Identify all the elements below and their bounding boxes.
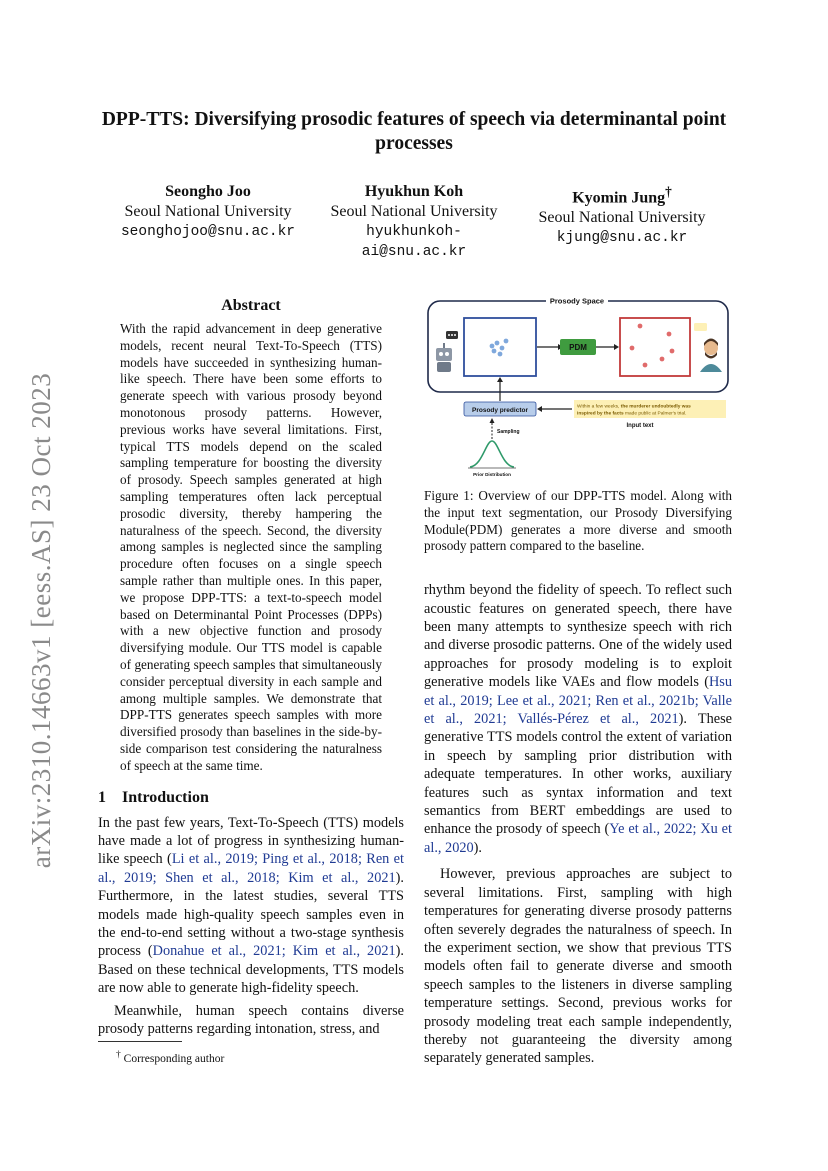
text-run: ). Based on these technical developments, TTS models are now able to generate high-fidelity speech. bbox=[98, 943, 404, 997]
author-block bbox=[96, 182, 732, 260]
right-column bbox=[424, 296, 732, 1068]
input-text-label: Input text bbox=[626, 423, 654, 429]
author-name: Hyukhun Koh bbox=[364, 183, 464, 200]
author-name: Seongho Joo bbox=[165, 183, 251, 200]
dpp-samples bbox=[630, 324, 675, 368]
citation-link[interactable]: Li et al., 2019; Ping et al., 2018; Ren et al., 2019; Shen et al., 2018; Kim et al., 2021 bbox=[98, 851, 404, 886]
arxiv-stamp bbox=[22, 360, 62, 880]
figure-1 bbox=[424, 296, 732, 484]
text-run: ). These generative TTS models control the extent of variation in speech by sampling prior distribution with adequate temperatures. In other works, auxiliary features such as syntax information and text semantics from BERT embeddings are used to enhance the prosody of speech ( bbox=[424, 711, 732, 838]
listener-icon bbox=[694, 323, 722, 372]
pdm-label: PDM bbox=[569, 343, 587, 352]
author-affiliation: Seoul National University bbox=[330, 203, 498, 220]
author-email: kjung@snu.ac.kr bbox=[556, 230, 688, 247]
footnote bbox=[98, 1048, 404, 1066]
author-email: hyukhunkoh-ai@snu.ac.kr bbox=[361, 224, 467, 260]
robot-icon bbox=[436, 331, 458, 372]
arrow-head bbox=[490, 418, 495, 423]
intro-paragraph-1 bbox=[98, 814, 404, 998]
figure-caption: Figure 1: Overview of our DPP-TTS model. Along with the input text segmentation, our Prosody Diversifying Module(PDM) generates a more diverse and smooth prosody pattern compared to the baseline. bbox=[424, 488, 732, 554]
footnote-text: Corresponding author bbox=[123, 1053, 225, 1066]
arrow-head bbox=[614, 344, 619, 350]
citation-link[interactable]: Hsu et al., 2019; Lee et al., 2021; Ren et al., 2021b; Valle et al., 2021; Vallés-Pérez et al., 2021 bbox=[424, 674, 732, 728]
prosody-space-label: Prosody Space bbox=[549, 296, 605, 306]
section-title: Introduction bbox=[122, 788, 209, 806]
corresponding-marker: † bbox=[665, 184, 672, 199]
author-3 bbox=[522, 182, 722, 248]
prior-label: Prior Distribution bbox=[473, 472, 511, 477]
input-text-line-2: inspired by the facts made public at Palmer's trial. bbox=[577, 411, 687, 417]
author-affiliation: Seoul National University bbox=[538, 209, 706, 227]
input-text-line-1: Within a few weeks, the murderer undoubtedly was bbox=[577, 404, 691, 410]
section-number: 1 bbox=[98, 788, 106, 806]
section-heading-introduction bbox=[98, 788, 404, 808]
text-run: rhythm beyond the fidelity of speech. To reflect such acoustic features on generated speech, there have been many attempts to synthesize speech with rich and diverse prosodic patterns. One of the widely used approaches for prosody modeling is to exploit generative models like VAEs and flow models ( bbox=[424, 582, 732, 691]
footnote-marker: † bbox=[116, 1049, 121, 1061]
author-name bbox=[522, 182, 722, 208]
intro-paragraph-3 bbox=[424, 581, 732, 857]
footnote-rule bbox=[98, 1041, 182, 1042]
author-email: seonghojoo@snu.ac.kr bbox=[120, 224, 296, 240]
citation-link[interactable]: Donahue et al., 2021; Kim et al., 2021 bbox=[152, 943, 396, 960]
paper-title: DPP-TTS: Diversifying prosodic features of speech via determinantal point processes bbox=[101, 109, 727, 154]
author-name-text: Kyomin Jung bbox=[572, 189, 666, 207]
intro-paragraph-2: Meanwhile, human speech contains diverse prosody patterns regarding intonation, stress, and bbox=[98, 1002, 404, 1037]
abstract-heading: Abstract bbox=[221, 297, 281, 314]
baseline-samples bbox=[490, 339, 509, 357]
author-affiliation: Seoul National University bbox=[124, 203, 292, 220]
citation-link[interactable]: Ye et al., 2022; Xu et al., 2020 bbox=[424, 821, 732, 856]
text-run: In the past few years, Text-To-Speech (TTS) models have made a lot of progress in synthesizing human-like speech ( bbox=[98, 814, 404, 868]
abstract-text: With the rapid advancement in deep generative models, recent neural Text-To-Speech (TTS) models have succeeded in synthesizing human-like speech. There have been some efforts to generate speech with various prosody beyond monotonous prosody patterns. However, previous works have several limitations. First, typical TTS models depend on the scaled sampling temperature for boosting the diversity of prosody. Speech samples generated at high sampling temperatures often lack perceptual prosodic diversity, thereby hampering the naturalness of the speech. Second, the diversity among samples is neglected since the sampling procedure often focuses on a single speech sample rather than multiple ones. In this paper, we propose DPP-TTS: a text-to-speech model based on Determinantal Point Processes (DPPs) with a new objective function and prosody diversifying module. Our TTS model is capable of generating speech samples that simultaneously consider perceptual diversity in each sample and among multiple samples. We demonstrate that DPP-TTS generates speech samples with more diversified prosody than baselines in the side-by-side comparison test considering the naturalness of speech at the same time. bbox=[120, 321, 382, 773]
right-body bbox=[424, 581, 732, 1068]
arrow-head bbox=[537, 406, 542, 412]
author-1 bbox=[108, 182, 308, 242]
predictor-label: Prosody predictor bbox=[472, 407, 528, 414]
arrow-head bbox=[497, 377, 503, 382]
figure-diagram bbox=[424, 296, 732, 484]
arxiv-stamp-text: arXiv:2310.14663v1 [eess.AS] 23 Oct 2023 bbox=[26, 372, 57, 868]
intro-paragraph-4: However, previous approaches are subject to several limitations. First, sampling with high temperatures for generating diverse prosody patterns often severely degrades the naturalness of speech. In the experiment section, we show that previous TTS models often fail to generate diverse and smooth speech samples to the listeners in diverse sampling temperature settings. Second, previous works for prosody modeling treat each sample independently, thereby not guaranteeing the diversity among separately generated samples. bbox=[424, 866, 732, 1067]
sampling-label: Sampling bbox=[497, 429, 520, 435]
left-column bbox=[98, 296, 404, 1066]
text-run: ). Furthermore, in the latest studies, several TTS models made high-quality speech samples even in the end-to-end setting without a two-stage synthesis process ( bbox=[98, 869, 404, 960]
prior-distribution-curve bbox=[470, 441, 514, 467]
text-run: ). bbox=[473, 839, 482, 856]
author-2 bbox=[314, 182, 514, 262]
